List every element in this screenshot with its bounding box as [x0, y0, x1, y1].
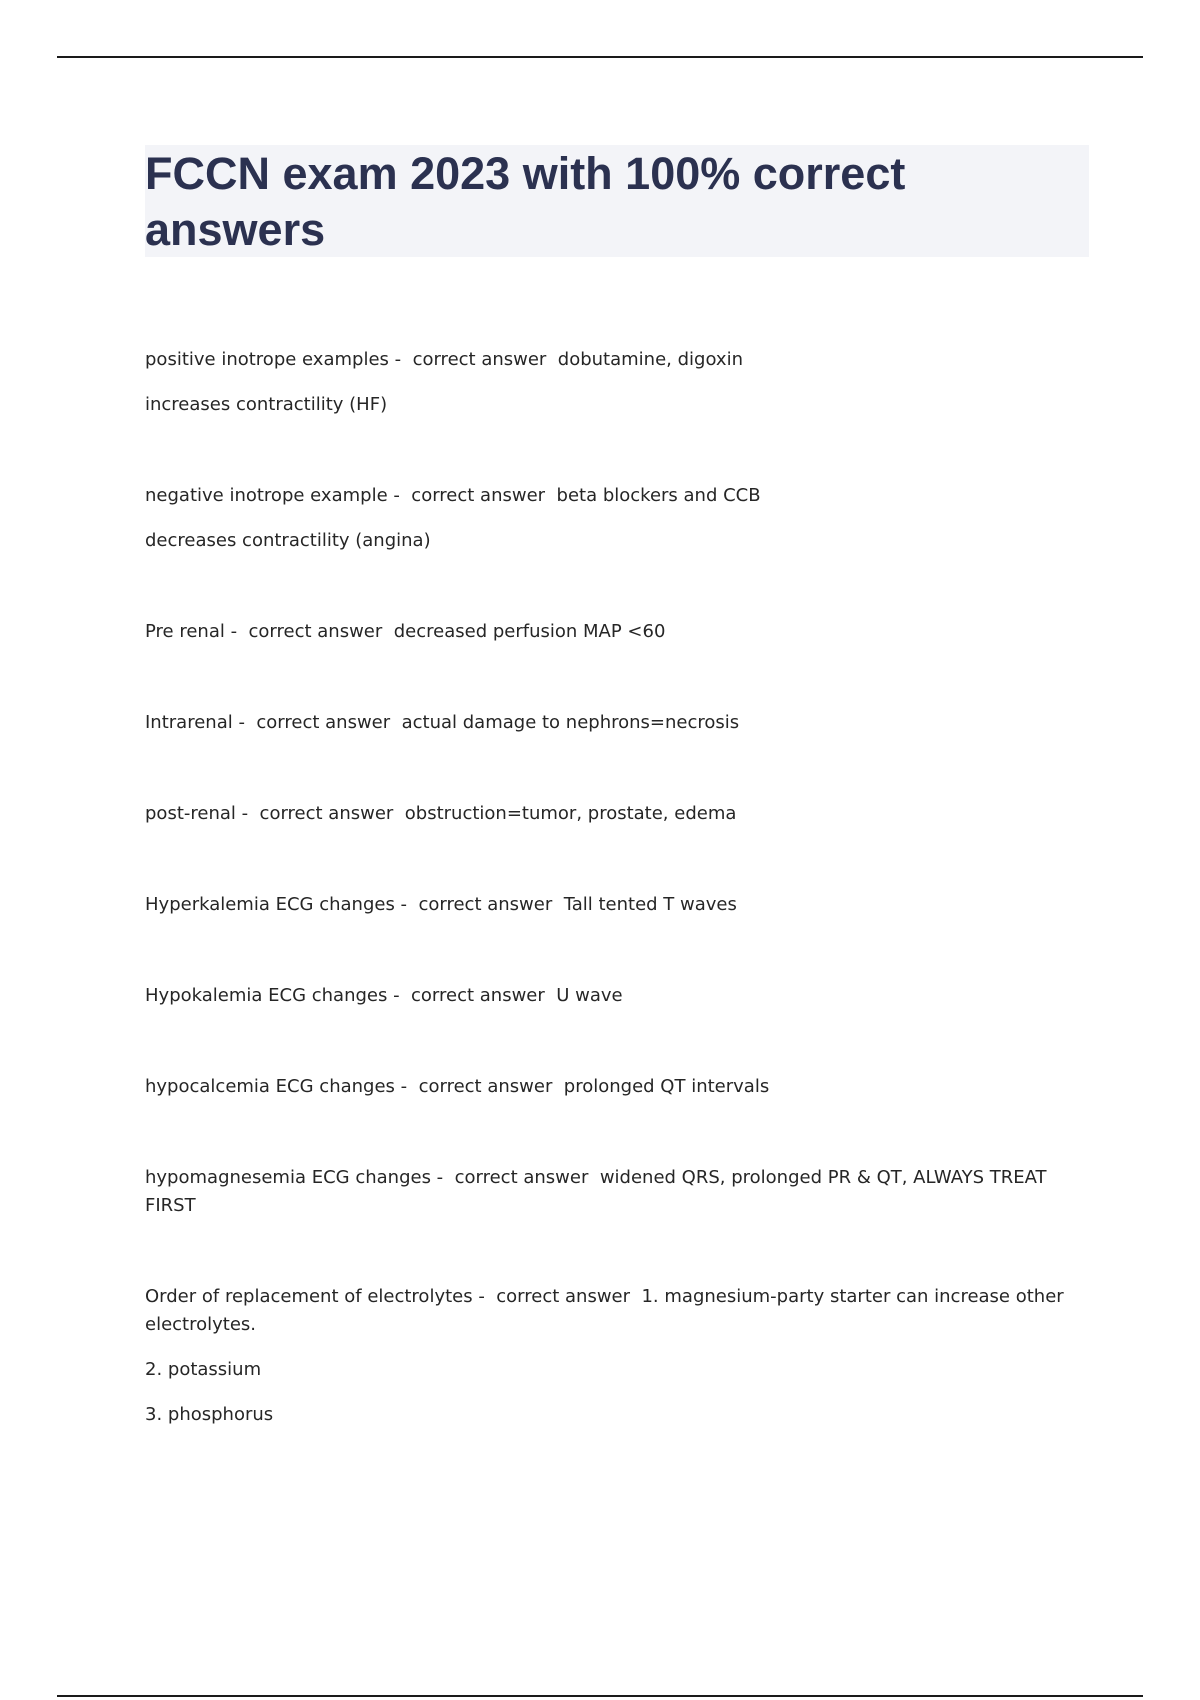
answer-separator: - correct answer [387, 985, 557, 1006]
answer-detail: 2. potassium [145, 1359, 262, 1380]
answer-text: 1. magnesium-party starter can increase other electrolytes. [145, 1286, 1064, 1335]
question-text: negative inotrope example [145, 485, 388, 506]
qa-item [145, 982, 1080, 1010]
qa-item [145, 482, 1080, 555]
answer-separator: - correct answer [387, 485, 557, 506]
answer-text: U wave [556, 985, 623, 1006]
qa-line [145, 709, 1080, 737]
answer-separator: - correct answer [430, 1167, 600, 1188]
qa-line [145, 982, 1080, 1010]
qa-item [145, 1073, 1080, 1101]
qa-line [145, 346, 1080, 374]
top-rule [57, 56, 1143, 58]
answer-text: actual damage to nephrons=necrosis [401, 712, 740, 733]
answer-text: obstruction=tumor, prostate, edema [404, 803, 737, 824]
question-text: Hyperkalemia ECG changes [145, 894, 395, 915]
qa-item [145, 800, 1080, 828]
answer-separator: - correct answer [224, 621, 394, 642]
answer-text: dobutamine, digoxin [557, 349, 743, 370]
question-text: Order of replacement of electrolytes [145, 1286, 473, 1307]
answer-detail: increases contractility (HF) [145, 394, 388, 415]
qa-item [145, 1164, 1080, 1220]
qa-line [145, 1073, 1080, 1101]
document-title: FCCN exam 2023 with 100% correct answers [145, 148, 906, 255]
qa-list [145, 346, 1080, 1492]
qa-item [145, 618, 1080, 646]
question-text: Hypokalemia ECG changes [145, 985, 388, 1006]
question-text: post-renal [145, 803, 236, 824]
qa-line [145, 800, 1080, 828]
bottom-rule [57, 1695, 1143, 1697]
qa-line [145, 891, 1080, 919]
answer-text: prolonged QT intervals [563, 1076, 770, 1097]
answer-separator: - correct answer [394, 1076, 564, 1097]
answer-separator: - correct answer [472, 1286, 642, 1307]
question-text: hypocalcemia ECG changes [145, 1076, 395, 1097]
answer-separator: - correct answer [394, 894, 564, 915]
qa-line [145, 1164, 1080, 1220]
answer-text: beta blockers and CCB [556, 485, 761, 506]
qa-item [145, 1283, 1080, 1429]
answer-separator: - correct answer [388, 349, 558, 370]
qa-item [145, 891, 1080, 919]
qa-line [145, 1283, 1080, 1339]
answer-text: Tall tented T waves [563, 894, 737, 915]
question-text: Intrarenal [145, 712, 233, 733]
answer-separator: - correct answer [232, 712, 402, 733]
question-text: Pre renal [145, 621, 225, 642]
answer-separator: - correct answer [235, 803, 405, 824]
answer-detail: 3. phosphorus [145, 1404, 274, 1425]
qa-item [145, 709, 1080, 737]
question-text: hypomagnesemia ECG changes [145, 1167, 431, 1188]
qa-line [145, 618, 1080, 646]
qa-item [145, 346, 1080, 419]
answer-detail: decreases contractility (angina) [145, 530, 431, 551]
answer-text: widened QRS, prolonged PR & QT, ALWAYS TREAT FIRST [145, 1167, 1047, 1216]
answer-text: decreased perfusion MAP <60 [393, 621, 666, 642]
question-text: positive inotrope examples [145, 349, 389, 370]
qa-line [145, 482, 1080, 510]
